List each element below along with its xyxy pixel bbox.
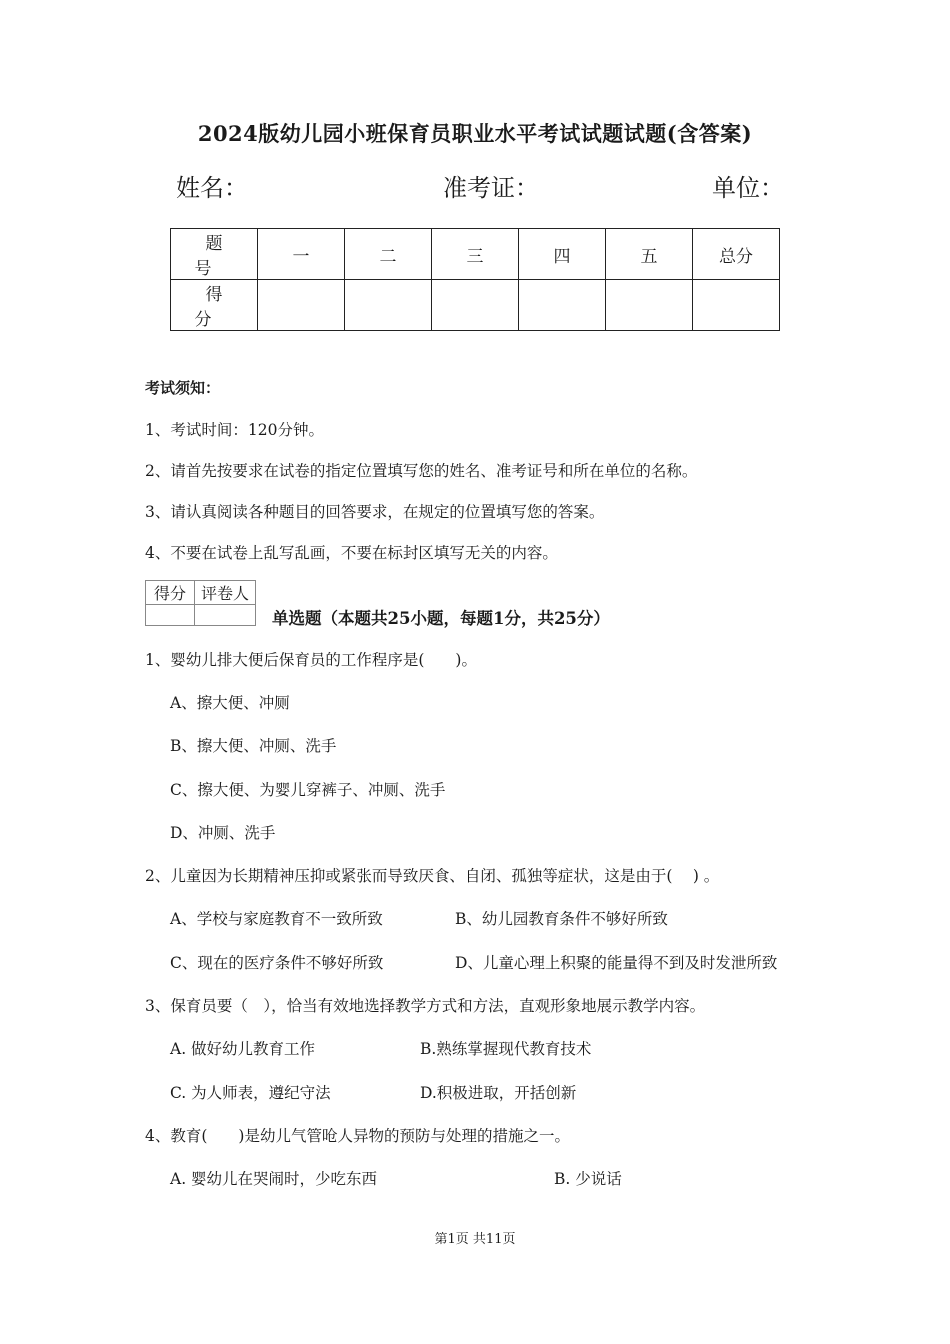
question-option: B. 少说话 xyxy=(554,1170,622,1188)
grader-reviewer-cell[interactable] xyxy=(195,605,256,626)
score-header-4: 四 xyxy=(519,229,606,280)
score-cell[interactable] xyxy=(693,280,780,331)
score-header-2: 二 xyxy=(345,229,432,280)
score-cell[interactable] xyxy=(432,280,519,331)
document-title: 2024版幼儿园小班保育员职业水平考试试题试题(含答案) xyxy=(197,121,753,146)
section-title: 单选题（本题共25小题，每题1分，共25分） xyxy=(272,609,610,628)
unit-label: 单位： xyxy=(712,174,784,202)
question-option: D、冲厕、洗手 xyxy=(170,824,276,842)
score-table-score-row xyxy=(171,280,780,331)
question-stem: 3、保育员要（ ），恰当有效地选择教学方式和方法，直观形象地展示教学内容。 xyxy=(145,997,706,1015)
score-cell[interactable] xyxy=(606,280,693,331)
question-stem: 4、教育( )是幼儿气管呛人异物的预防与处理的措施之一。 xyxy=(145,1127,570,1145)
question-option: A、擦大便、冲厕 xyxy=(170,694,290,712)
grader-box xyxy=(145,580,256,626)
score-header-3: 三 xyxy=(432,229,519,280)
question-stem: 1、婴幼儿排大便后保育员的工作程序是( )。 xyxy=(145,651,477,669)
question-option: B、擦大便、冲厕、洗手 xyxy=(170,737,337,755)
question-option: B、幼儿园教育条件不够好所致 xyxy=(455,910,668,928)
notice-title: 考试须知： xyxy=(145,379,221,397)
question-stem: 2、儿童因为长期精神压抑或紧张而导致厌食、自闭、孤独等症状，这是由于( ) 。 xyxy=(145,867,720,885)
ticket-label: 准考证： xyxy=(443,174,539,202)
question-option: D、儿童心理上积聚的能量得不到及时发泄所致 xyxy=(455,954,778,972)
page-footer: 第1页 共11页 xyxy=(434,1232,516,1247)
question-option: A. 做好幼儿教育工作 xyxy=(170,1040,316,1058)
score-header-5: 五 xyxy=(606,229,693,280)
score-table-header-row xyxy=(171,229,780,280)
grader-score-cell[interactable] xyxy=(146,605,195,626)
score-cell[interactable] xyxy=(258,280,345,331)
notice-item: 4、不要在试卷上乱写乱画，不要在标封区填写无关的内容。 xyxy=(145,544,558,562)
question-option: D.积极进取，开括创新 xyxy=(420,1084,577,1102)
question-option: C、擦大便、为婴儿穿裤子、冲厕、洗手 xyxy=(170,781,446,799)
question-option: C. 为人师表，遵纪守法 xyxy=(170,1084,331,1102)
grader-reviewer-label: 评卷人 xyxy=(195,581,256,605)
notice-item: 2、请首先按要求在试卷的指定位置填写您的姓名、准考证号和所在单位的名称。 xyxy=(145,462,698,480)
score-row-label: 得 分 xyxy=(171,280,258,331)
score-table xyxy=(170,228,780,331)
score-cell[interactable] xyxy=(519,280,606,331)
question-option: C、现在的医疗条件不够好所致 xyxy=(170,954,384,972)
grader-score-label: 得分 xyxy=(146,581,195,605)
question-option: A. 婴幼儿在哭闹时，少吃东西 xyxy=(170,1170,378,1188)
score-header-label: 题 号 xyxy=(171,229,258,280)
notice-item: 3、请认真阅读各种题目的回答要求，在规定的位置填写您的答案。 xyxy=(145,503,605,521)
question-option: B.熟练掌握现代教育技术 xyxy=(420,1040,592,1058)
score-header-total: 总分 xyxy=(693,229,780,280)
score-header-1: 一 xyxy=(258,229,345,280)
score-cell[interactable] xyxy=(345,280,432,331)
name-label: 姓名： xyxy=(176,174,248,202)
notice-item: 1、考试时间：120分钟。 xyxy=(145,421,324,439)
question-option: A、学校与家庭教育不一致所致 xyxy=(170,910,383,928)
